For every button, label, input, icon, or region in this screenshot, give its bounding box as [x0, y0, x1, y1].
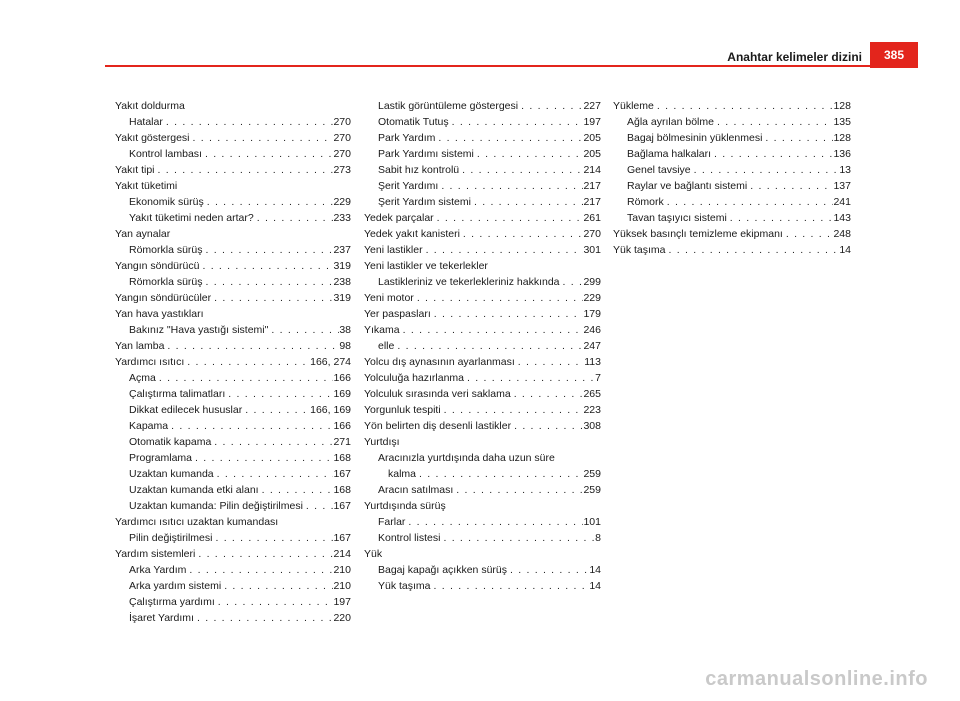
entry-page-number: 14: [589, 580, 601, 592]
index-entry: [364, 322, 601, 338]
dot-leader: [303, 498, 334, 514]
index-entry: [115, 370, 351, 386]
entry-page-number: 166, 274: [310, 356, 351, 368]
entry-page-number: 167: [333, 468, 351, 480]
dot-leader: [199, 258, 333, 274]
entry-label: Çalıştırma talimatları: [129, 388, 226, 400]
index-entry: [115, 418, 351, 434]
entry-page-number: 167: [333, 532, 351, 544]
index-entry: [613, 210, 851, 226]
dot-leader: [654, 98, 834, 114]
entry-label: Römorkla sürüş: [129, 244, 203, 256]
index-heading: [115, 306, 351, 322]
index-entry: [364, 178, 601, 194]
index-entry: [613, 98, 851, 114]
entry-label: Kontrol lambası: [129, 148, 202, 160]
entry-label: Yardımcı ısıtıcı uzaktan kumandası: [115, 516, 279, 528]
header-rule: [105, 65, 918, 67]
entry-label: Şerit Yardımı: [378, 180, 439, 192]
index-entry: [115, 562, 351, 578]
entry-page-number: 168: [333, 452, 351, 464]
entry-label: Römork: [627, 196, 664, 208]
entry-page-number: 14: [589, 564, 601, 576]
index-heading: [115, 226, 351, 242]
dot-leader: [783, 226, 834, 242]
index-entry: [364, 370, 601, 386]
entry-label: Aracın satılması: [378, 484, 454, 496]
entry-label: Yardımcı ısıtıcı: [115, 356, 185, 368]
dot-leader: [225, 386, 333, 402]
dot-leader: [423, 242, 584, 258]
entry-page-number: 248: [833, 228, 851, 240]
entry-label: Bağlama halkaları: [627, 148, 712, 160]
index-entry: [115, 162, 351, 178]
entry-label: Yeni lastikler: [364, 244, 423, 256]
dot-leader: [434, 210, 584, 226]
entry-label: Programlama: [129, 452, 193, 464]
entry-label: Yolcu dış aynasının ayarlanması: [364, 356, 515, 368]
entry-label: Pilin değiştirilmesi: [129, 532, 213, 544]
index-entry: [115, 466, 351, 482]
entry-page-number: 229: [583, 292, 601, 304]
index-heading: [364, 498, 601, 514]
dot-leader: [518, 98, 583, 114]
dot-leader: [195, 546, 333, 562]
entry-label: Yakıt göstergesi: [115, 132, 190, 144]
entry-label: Şerit Yardım sistemi: [378, 196, 471, 208]
entry-page-number: 137: [833, 180, 851, 192]
entry-label: Farlar: [378, 516, 406, 528]
index-entry: [364, 114, 601, 130]
dot-leader: [431, 578, 590, 594]
dot-leader: [449, 114, 584, 130]
entry-label: Genel tavsiye: [627, 164, 691, 176]
entry-label: Yük taşıma: [613, 244, 666, 256]
entry-label: Yakıt doldurma: [115, 100, 185, 112]
dot-leader: [440, 530, 595, 546]
index-entry: [364, 306, 601, 322]
entry-page-number: 270: [333, 148, 351, 160]
entry-label: Yan hava yastıkları: [115, 308, 204, 320]
entry-page-number: 319: [333, 260, 351, 272]
entry-page-number: 38: [339, 324, 351, 336]
entry-page-number: 261: [583, 212, 601, 224]
entry-label: Hatalar: [129, 116, 163, 128]
entry-page-number: 301: [583, 244, 601, 256]
index-entry: [613, 146, 851, 162]
entry-page-number: 217: [583, 180, 601, 192]
entry-label: Yakıt tüketimi: [115, 180, 178, 192]
dot-leader: [163, 114, 334, 130]
index-heading: [115, 98, 351, 114]
entry-label: Yangın söndürücüler: [115, 292, 212, 304]
index-entry: [364, 210, 601, 226]
entry-page-number: 128: [833, 100, 851, 112]
index-entry: [364, 194, 601, 210]
entry-label: Yardım sistemleri: [115, 548, 196, 560]
dot-leader: [471, 194, 584, 210]
entry-label: Raylar ve bağlantı sistemi: [627, 180, 748, 192]
entry-label: Yan aynalar: [115, 228, 171, 240]
index-entry: [364, 354, 601, 370]
dot-leader: [664, 194, 834, 210]
entry-page-number: 13: [839, 164, 851, 176]
dot-leader: [727, 210, 834, 226]
entry-label: Lastik görüntüleme göstergesi: [378, 100, 519, 112]
entry-page-number: 233: [333, 212, 351, 224]
dot-leader: [666, 242, 840, 258]
entry-page-number: 247: [583, 340, 601, 352]
dot-leader: [156, 370, 334, 386]
index-entry: [115, 114, 351, 130]
dot-leader: [268, 322, 339, 338]
entry-label: Yer paspasları: [364, 308, 431, 320]
index-heading: [115, 514, 351, 530]
index-entry: [115, 434, 351, 450]
entry-page-number: 217: [583, 196, 601, 208]
index-entry: [115, 530, 351, 546]
entry-page-number: 210: [333, 580, 351, 592]
entry-page-number: 273: [333, 164, 351, 176]
entry-label: Uzaktan kumanda etki alanı: [129, 484, 259, 496]
entry-label: Yakıt tipi: [115, 164, 155, 176]
entry-label: Aracınızla yurtdışında daha uzun süre: [378, 452, 555, 464]
watermark: carmanualsonline.info: [705, 668, 928, 690]
entry-page-number: 237: [333, 244, 351, 256]
dot-leader: [190, 130, 334, 146]
dot-leader: [221, 578, 333, 594]
dot-leader: [164, 338, 339, 354]
entry-label: Ağla ayrılan bölme: [627, 116, 714, 128]
entry-label: Yorgunluk tespiti: [364, 404, 441, 416]
index-entry: [115, 546, 351, 562]
dot-leader: [184, 354, 310, 370]
index-entry: [115, 338, 351, 354]
entry-page-number: 166: [333, 420, 351, 432]
entry-label: Yurtdışı: [364, 436, 400, 448]
dot-leader: [711, 146, 833, 162]
index-entry: [613, 162, 851, 178]
index-column-3: [613, 98, 851, 258]
index-entry: [364, 386, 601, 402]
entry-page-number: 179: [583, 308, 601, 320]
dot-leader: [762, 130, 833, 146]
entry-label: Tavan taşıyıcı sistemi: [627, 212, 727, 224]
dot-leader: [438, 178, 583, 194]
index-entry: [364, 242, 601, 258]
index-entry: [364, 418, 601, 434]
dot-leader: [212, 530, 333, 546]
entry-label: Park Yardım: [378, 132, 436, 144]
entry-page-number: 197: [583, 116, 601, 128]
index-entry: [364, 562, 601, 578]
index-entry: [364, 98, 601, 114]
index-entry: [115, 402, 351, 418]
entry-label: Yük taşıma: [378, 580, 431, 592]
entry-label: Yedek parçalar: [364, 212, 434, 224]
entry-page-number: 214: [333, 548, 351, 560]
entry-page-number: 238: [333, 276, 351, 288]
dot-leader: [202, 146, 334, 162]
entry-label: Çalıştırma yardımı: [129, 596, 215, 608]
dot-leader: [560, 274, 584, 290]
dot-leader: [435, 130, 583, 146]
entry-label: Sabit hız kontrolü: [378, 164, 460, 176]
index-entry: [364, 450, 601, 466]
dot-leader: [691, 162, 840, 178]
dot-leader: [194, 610, 334, 626]
dot-leader: [211, 290, 333, 306]
entry-page-number: 227: [583, 100, 601, 112]
entry-page-number: 308: [583, 420, 601, 432]
entry-page-number: 168: [333, 484, 351, 496]
dot-leader: [441, 402, 584, 418]
entry-page-number: 135: [833, 116, 851, 128]
entry-page-number: 14: [839, 244, 851, 256]
entry-page-number: 299: [583, 276, 601, 288]
entry-label: Yolculuk sırasında veri saklama: [364, 388, 511, 400]
entry-label: Bagaj kapağı açıkken sürüş: [378, 564, 507, 576]
entry-label: Römorkla sürüş: [129, 276, 203, 288]
index-heading: [364, 258, 601, 274]
index-heading: [115, 178, 351, 194]
entry-page-number: 136: [833, 148, 851, 160]
entry-label: Yükleme: [613, 100, 654, 112]
index-entry: [364, 226, 601, 242]
entry-label: Yeni lastikler ve tekerlekler: [364, 260, 488, 272]
index-entry: [364, 482, 601, 498]
dot-leader: [511, 418, 583, 434]
entry-page-number: 166, 169: [310, 404, 351, 416]
entry-page-number: 8: [595, 532, 601, 544]
entry-label: Uzaktan kumanda: Pilin değiştirilmesi: [129, 500, 303, 512]
index-entry: [115, 354, 351, 370]
entry-page-number: 319: [333, 292, 351, 304]
index-entry: [364, 578, 601, 594]
dot-leader: [474, 146, 584, 162]
entry-label: Kapama: [129, 420, 169, 432]
index-entry: [115, 258, 351, 274]
index-entry: [115, 450, 351, 466]
index-entry: [115, 386, 351, 402]
index-entry: [364, 162, 601, 178]
entry-label: İşaret Yardımı: [129, 612, 194, 624]
entry-page-number: 265: [583, 388, 601, 400]
dot-leader: [155, 162, 334, 178]
index-entry: [613, 130, 851, 146]
entry-label: Otomatik kapama: [129, 436, 212, 448]
dot-leader: [515, 354, 584, 370]
entry-page-number: 270: [583, 228, 601, 240]
entry-page-number: 98: [339, 340, 351, 352]
dot-leader: [259, 482, 334, 498]
entry-page-number: 270: [333, 116, 351, 128]
entry-label: Yurtdışında sürüş: [364, 500, 446, 512]
dot-leader: [747, 178, 833, 194]
dot-leader: [464, 370, 595, 386]
dot-leader: [511, 386, 584, 402]
entry-label: Bagaj bölmesinin yüklenmesi: [627, 132, 763, 144]
index-entry: [115, 274, 351, 290]
entry-label: Açma: [129, 372, 156, 384]
index-entry: [364, 402, 601, 418]
dot-leader: [168, 418, 333, 434]
entry-page-number: 241: [833, 196, 851, 208]
dot-leader: [186, 562, 333, 578]
index-entry: [115, 578, 351, 594]
entry-page-number: 214: [583, 164, 601, 176]
entry-label: Yedek yakıt kanisteri: [364, 228, 460, 240]
entry-page-number: 259: [583, 468, 601, 480]
index-entry: [115, 194, 351, 210]
index-heading: [364, 546, 601, 562]
entry-label: Yolculuğa hazırlanma: [364, 372, 465, 384]
entry-page-number: 197: [333, 596, 351, 608]
index-entry: [115, 290, 351, 306]
index-column-1: [115, 98, 351, 626]
entry-page-number: 113: [584, 356, 601, 368]
index-entry: [364, 514, 601, 530]
index-entry: [613, 194, 851, 210]
index-entry: [115, 322, 351, 338]
entry-label: Dikkat edilecek hususlar: [129, 404, 243, 416]
index-entry: [115, 130, 351, 146]
entry-label: Yıkama: [364, 324, 400, 336]
dot-leader: [204, 194, 334, 210]
dot-leader: [416, 466, 583, 482]
dot-leader: [459, 162, 583, 178]
index-entry: [115, 242, 351, 258]
entry-page-number: 7: [595, 372, 601, 384]
index-entry: [613, 226, 851, 242]
entry-page-number: 246: [583, 324, 601, 336]
index-entry: [364, 130, 601, 146]
dot-leader: [714, 114, 834, 130]
index-entry: [613, 114, 851, 130]
entry-label: Yön belirten diş desenli lastikler: [364, 420, 512, 432]
entry-label: Lastikleriniz ve tekerlekleriniz hakkında: [378, 276, 560, 288]
page-number-badge: 385: [870, 42, 918, 68]
index-entry: [115, 482, 351, 498]
dot-leader: [400, 322, 584, 338]
entry-label: Yük: [364, 548, 383, 560]
entry-label: Park Yardımı sistemi: [378, 148, 474, 160]
entry-page-number: 169: [333, 388, 351, 400]
index-entry: [613, 178, 851, 194]
dot-leader: [507, 562, 589, 578]
header-title: Anahtar kelimeler dizini: [727, 50, 862, 64]
entry-page-number: 205: [583, 148, 601, 160]
entry-label: Yakıt tüketimi neden artar?: [129, 212, 254, 224]
entry-page-number: 229: [333, 196, 351, 208]
entry-label: Arka yardım sistemi: [129, 580, 222, 592]
entry-page-number: 205: [583, 132, 601, 144]
dot-leader: [453, 482, 583, 498]
entry-page-number: 210: [333, 564, 351, 576]
index-entry: [364, 466, 601, 482]
index-entry: [613, 242, 851, 258]
dot-leader: [203, 274, 334, 290]
dot-leader: [414, 290, 584, 306]
index-heading: [364, 434, 601, 450]
index-entry: [364, 530, 601, 546]
entry-page-number: 223: [583, 404, 601, 416]
entry-label: Yangın söndürücü: [115, 260, 200, 272]
index-entry: [364, 338, 601, 354]
entry-page-number: 220: [333, 612, 351, 624]
entry-label: Yüksek basınçlı temizleme ekipmanı: [613, 228, 783, 240]
index-entry: [115, 610, 351, 626]
dot-leader: [460, 226, 584, 242]
entry-label: Uzaktan kumanda: [129, 468, 214, 480]
entry-page-number: 143: [833, 212, 851, 224]
index-entry: [364, 290, 601, 306]
dot-leader: [211, 434, 333, 450]
dot-leader: [214, 466, 334, 482]
entry-page-number: 128: [833, 132, 851, 144]
entry-label: Bakınız "Hava yastığı sistemi": [129, 324, 269, 336]
entry-page-number: 167: [333, 500, 351, 512]
entry-label: Ekonomik sürüş: [129, 196, 204, 208]
dot-leader: [394, 338, 583, 354]
dot-leader: [192, 450, 333, 466]
dot-leader: [254, 210, 334, 226]
index-entry: [364, 146, 601, 162]
entry-label: kalma: [388, 468, 417, 480]
entry-label: elle: [378, 340, 395, 352]
entry-page-number: 271: [333, 436, 351, 448]
entry-label: Kontrol listesi: [378, 532, 441, 544]
entry-page-number: 259: [583, 484, 601, 496]
dot-leader: [431, 306, 584, 322]
index-entry: [115, 146, 351, 162]
entry-label: Yan lamba: [115, 340, 165, 352]
entry-page-number: 101: [583, 516, 601, 528]
index-entry: [115, 594, 351, 610]
index-entry: [115, 498, 351, 514]
entry-label: Otomatik Tutuş: [378, 116, 449, 128]
entry-label: Yeni motor: [364, 292, 414, 304]
entry-page-number: 270: [333, 132, 351, 144]
dot-leader: [405, 514, 583, 530]
dot-leader: [242, 402, 310, 418]
dot-leader: [215, 594, 334, 610]
entry-page-number: 166: [333, 372, 351, 384]
index-entry: [364, 274, 601, 290]
entry-label: Arka Yardım: [129, 564, 187, 576]
index-column-2: [364, 98, 601, 594]
index-entry: [115, 210, 351, 226]
dot-leader: [203, 242, 334, 258]
